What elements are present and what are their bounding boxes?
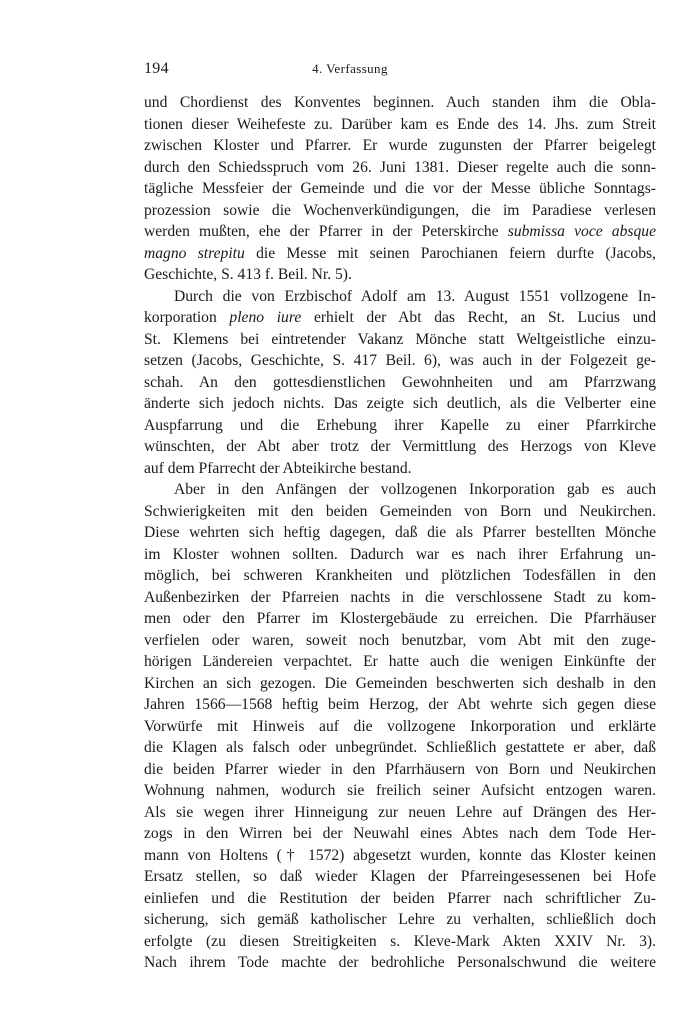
text-line: [144, 329, 656, 351]
text-line: [144, 673, 656, 695]
text-line: [144, 350, 656, 372]
text-segment: prozession sowie die Wochenverkündigungen, die im Paradiese verlesen: [144, 201, 656, 219]
text-line: [144, 92, 656, 114]
text-line: [144, 372, 656, 394]
text-segment: sicherung, sich gemäß katholischer Lehre zu verhalten, schließlich doch: [144, 911, 656, 928]
text-line: [144, 759, 656, 781]
text-segment: Vorwürfe mit Hinweis auf die vollzogene Inkorporation und erklärte: [144, 717, 656, 735]
text-segment: Als sie wegen ihrer Hinneigung zur neuen Lehre auf Drängen des Her-: [144, 803, 656, 821]
text-segment: die Messe mit seinen Parochianen feiern durfte (Jacobs,: [244, 244, 656, 262]
text-line: [144, 587, 656, 609]
text-line: [144, 264, 656, 286]
text-segment: St. Klemens bei eintretender Vakanz Mönche statt Weltgeistliche einzu-: [144, 330, 656, 348]
page-number: 194: [144, 60, 169, 77]
text-segment: Nach ihrem Tode machte der bedrohliche Personalschwund die weitere: [144, 954, 656, 971]
text-segment: Ersatz stellen, so daß wieder Klagen der Pfarreingesessenen bei Hofe: [144, 868, 656, 885]
text-line: [144, 522, 656, 544]
text-line: [144, 888, 656, 910]
text-line: [144, 479, 656, 501]
text-line: [144, 651, 656, 673]
text-segment: tägliche Messfeier der Gemeinde und die vor der Messe übliche Sonntags-: [144, 180, 656, 197]
text-line: [144, 221, 656, 243]
text-segment: hörigen Ländereien verpachtet. Er hatte auch die wenigen Einkünfte der: [144, 653, 656, 670]
text-line: [144, 114, 656, 136]
text-line: [144, 952, 656, 974]
text-segment: durch den Schiedsspruch vom 26. Juni 1381. Dieser regelte auch die sonn-: [144, 158, 656, 176]
text-segment: tionen dieser Weihefeste zu. Darüber kam es Ende des 14. Jhs. zum Streit: [144, 115, 656, 133]
text-segment: Geschichte, S. 413 f. Beil. Nr. 5).: [144, 266, 352, 283]
text-line: [144, 544, 656, 566]
text-line: [144, 780, 656, 802]
text-line: [144, 845, 656, 867]
text-line: [144, 436, 656, 458]
text-line: [144, 866, 656, 888]
text-segment: Schwierigkeiten mit den beiden Gemeinden von Born und Neukirchen.: [144, 502, 656, 520]
text-segment: Durch die von Erzbischof Adolf am 13. August 1551 vollzogene In-: [174, 287, 656, 305]
text-segment: verfielen oder waren, soweit noch benutzbar, vom Abt mit den zuge-: [144, 631, 656, 649]
text-segment: einliefen und die Restitution der beiden Pfarrer nach schriftlicher Zu-: [144, 889, 656, 907]
text-line: [144, 630, 656, 652]
text-segment: korporation: [144, 309, 230, 326]
text-segment: Aber in den Anfängen der vollzogenen Inkorporation gab es auch: [174, 481, 656, 498]
text-line: [144, 802, 656, 824]
text-segment: im Kloster wohnen sollten. Dadurch war es nach ihrer Erfahrung un-: [144, 545, 656, 563]
text-line: [144, 200, 656, 222]
text-line: [144, 135, 656, 157]
text-segment: möglich, bei schweren Krankheiten und plötzlichen Todesfällen in den: [144, 567, 656, 584]
text-line: [144, 393, 656, 415]
text-segment: mann von Holtens († 1572) abgesetzt wurden, konnte das Kloster keinen: [144, 846, 656, 864]
text-line: [144, 501, 656, 523]
text-line: [144, 243, 656, 265]
text-segment: und Chordienst des Konventes beginnen. Auch standen ihm die Obla-: [144, 94, 656, 111]
text-segment: auf dem Pfarrecht der Abteikirche bestand.: [144, 459, 412, 477]
text-line: [144, 823, 656, 845]
running-title: 4. Verfassung: [312, 61, 388, 76]
text-segment: Außenbezirken der Pfarreien nachts in die verschlossene Stadt zu kom-: [144, 588, 656, 606]
text-segment: Jahren 1566—1568 heftig beim Herzog, der Abt wehrte sich gegen diese: [144, 696, 656, 713]
text-segment: zogs in den Wirren bei der Neuwahl eines Abtes nach dem Tode Her-: [144, 825, 656, 842]
text-segment: Auspfarrung und die Erhebung ihrer Kapelle zu einer Pfarrkirche: [144, 416, 656, 434]
text-segment: zwischen Kloster und Pfarrer. Er wurde zugunsten der Pfarrer beigelegt: [144, 137, 656, 154]
text-line: [144, 694, 656, 716]
text-line: [144, 286, 656, 308]
text-segment: erhielt der Abt das Recht, an St. Lucius und: [301, 309, 656, 326]
text-segment: setzen (Jacobs, Geschichte, S. 417 Beil. 6), was auch in der Folgezeit ge-: [144, 352, 656, 369]
text-segment: die beiden Pfarrer wieder in den Pfarrhäusern von Born und Neukirchen: [144, 760, 656, 778]
text-line: [144, 909, 656, 931]
text-segment: änderte sich jedoch nichts. Das zeigte sich deutlich, als die Velberter eine: [144, 395, 656, 412]
text-segment: men oder den Pfarrer im Klostergebäude zu erreichen. Die Pfarrhäuser: [144, 610, 656, 627]
text-line: [144, 415, 656, 437]
text-line: [144, 716, 656, 738]
text-line: [144, 307, 656, 329]
text-line: [144, 737, 656, 759]
text-segment: erfolgte (zu diesen Streitigkeiten s. Kleve-Mark Akten XXIV Nr. 3).: [144, 932, 656, 950]
text-line: [144, 565, 656, 587]
text-segment: werden mußten, ehe der Pfarrer in der Peterskirche: [144, 223, 508, 240]
body-text: [144, 92, 656, 974]
text-line: [144, 458, 656, 480]
text-segment: Kirchen an sich gezogen. Die Gemeinden beschwerten sich deshalb in den: [144, 674, 656, 692]
text-segment: die Klagen als falsch oder unbegründet. Schließlich gestattete er aber, daß: [144, 739, 656, 756]
italic-text: pleno iure: [229, 309, 302, 326]
text-segment: Diese wehrten sich heftig dagegen, daß die als Pfarrer bestellten Mönche: [144, 524, 656, 541]
text-line: [144, 178, 656, 200]
text-segment: schah. An den gottesdienstlichen Gewohnheiten und am Pfarrzwang: [144, 373, 656, 391]
text-line: [144, 608, 656, 630]
text-segment: Wohnung nahmen, wodurch sie freilich seiner Aufsicht entzogen waren.: [144, 782, 656, 799]
italic-text: submissa voce absque: [507, 223, 656, 240]
text-line: [144, 157, 656, 179]
page-header: [144, 60, 556, 82]
text-segment: wünschten, der Abt aber trotz der Vermittlung des Herzogs von Kleve: [144, 438, 656, 455]
text-line: [144, 931, 656, 953]
italic-text: magno strepitu: [144, 244, 245, 262]
